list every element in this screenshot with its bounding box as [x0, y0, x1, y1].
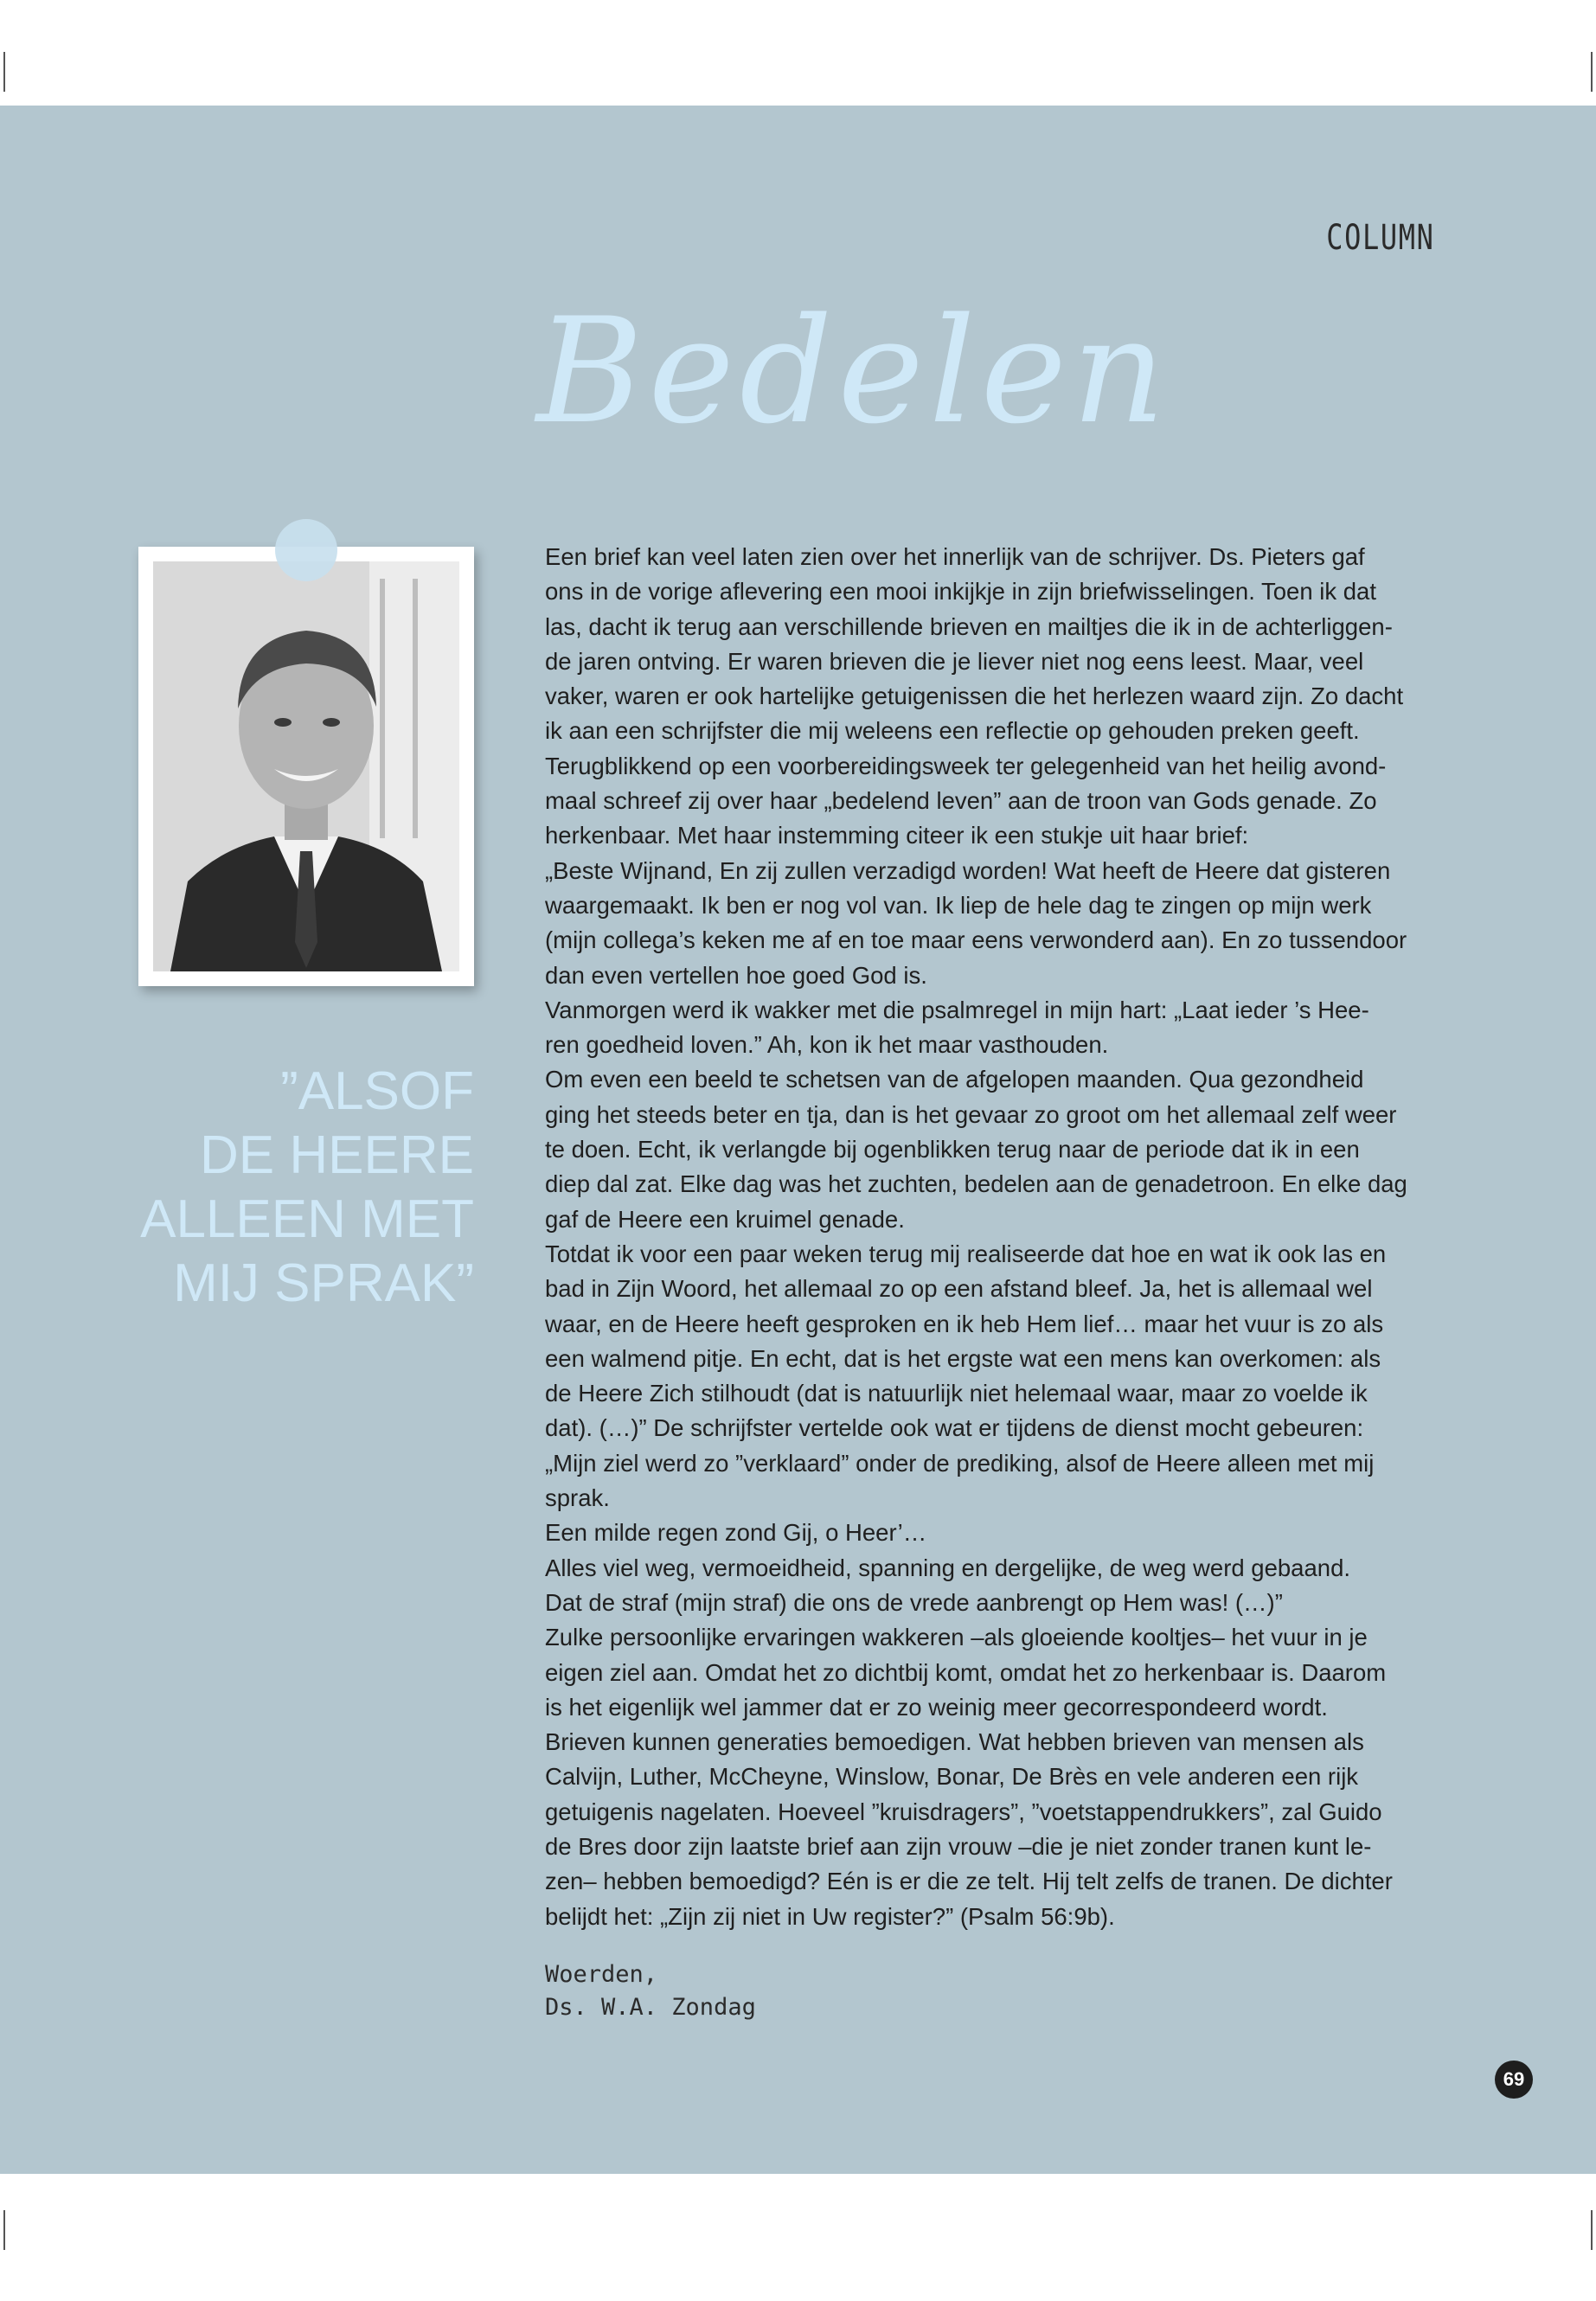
article-line: Een milde regen zond Gij, o Heer’…: [545, 1519, 927, 1547]
page-number: 69: [1495, 2061, 1533, 2099]
pull-quote-line: DE HEERE: [200, 1125, 474, 1185]
article-line: waar, en de Heere heeft gesproken en ik heb Hem lief… maar het vuur is zo als: [545, 1310, 1384, 1337]
crop-mark: [3, 52, 5, 92]
article-line: dan even vertellen hoe goed God is.: [545, 961, 927, 989]
section-label: COLUMN: [1325, 218, 1434, 258]
article-line: Brieven kunnen generaties bemoedigen. Wat hebben brieven van mensen als: [545, 1728, 1364, 1756]
article-line: sprak.: [545, 1484, 610, 1512]
crop-mark: [1591, 2210, 1593, 2250]
article-line: Zulke persoonlijke ervaringen wakkeren –als gloeiende kooltjes– het vuur in je: [545, 1624, 1368, 1651]
article-line: ons in de vorige aflevering een mooi inkijkje in zijn briefwisselingen. Toen ik dat: [545, 578, 1376, 606]
article-line: „Mijn ziel werd zo ”verklaard” onder de prediking, alsof de Heere alleen met mij: [545, 1449, 1375, 1477]
pull-quote-line: MIJ SPRAK”: [173, 1253, 474, 1313]
article-line: vaker, waren er ook hartelijke getuigenissen die het herlezen waard zijn. Zo dacht: [545, 683, 1404, 710]
pull-quote-line: ”ALSOF: [280, 1061, 474, 1121]
article-line: Vanmorgen werd ik wakker met die psalmregel in mijn hart: „Laat ieder ’s Hee-: [545, 996, 1369, 1023]
author-photo: [153, 561, 459, 971]
crop-mark: [3, 2210, 5, 2250]
signoff: [545, 1958, 756, 2024]
article-line: belijdt het: „Zijn zij niet in Uw register?” (Psalm 56:9b).: [545, 1902, 1115, 1930]
article-line: waargemaakt. Ik ben er nog vol van. Ik liep de hele dag te zingen op mijn werk: [545, 891, 1372, 919]
article-line: dat). (…)” De schrijfster vertelde ook wat er tijdens de dienst mocht gebeuren:: [545, 1414, 1364, 1442]
article-line: is het eigenlijk wel jammer dat er zo weinig meer gecorrespondeerd wordt.: [545, 1693, 1328, 1721]
author-photo-frame: [138, 547, 474, 986]
article-line: zen– hebben bemoedigd? Eén is er die ze telt. Hij telt zelfs de tranen. De dichter: [545, 1868, 1393, 1895]
article-line: gaf de Heere een kruimel genade.: [545, 1205, 905, 1233]
article-line: ging het steeds beter en tja, dan is het gevaar zo groot om het allemaal zelf weer: [545, 1100, 1397, 1128]
article-title: Bedelen: [536, 286, 1171, 456]
article-line: Een brief kan veel laten zien over het innerlijk van de schrijver. Ds. Pieters gaf: [545, 543, 1365, 570]
article-line: diep dal zat. Elke dag was het zuchten, bedelen aan de genadetroon. En elke dag: [545, 1170, 1407, 1198]
article-line: Terugblikkend op een voorbereidingsweek ter gelegenheid van het heilig avond-: [545, 752, 1387, 779]
crop-mark: [1591, 52, 1593, 92]
article-line: getuigenis nagelaten. Hoeveel ”kruisdragers”, ”voetstappendrukkers”, zal Guido: [545, 1798, 1382, 1825]
article-line: ik aan een schrijfster die mij weleens een reflectie op gehouden preken geeft.: [545, 717, 1360, 745]
article-line: Totdat ik voor een paar weken terug mij realiseerde dat hoe en wat ik ook las en: [545, 1240, 1387, 1267]
article-line: ren goedheid loven.” Ah, kon ik het maar vasthouden.: [545, 1031, 1109, 1059]
article-line: Om even een beeld te schetsen van de afgelopen maanden. Qua gezondheid: [545, 1066, 1364, 1093]
person-portrait-icon: [153, 561, 459, 971]
article-body: [545, 540, 1438, 1934]
article-line: „Beste Wijnand, En zij zullen verzadigd worden! Wat heeft de Heere dat gisteren: [545, 856, 1391, 884]
article-line: (mijn collega’s keken me af en toe maar eens verwonderd aan). En zo tussendoor: [545, 926, 1407, 954]
pull-quote: [104, 1060, 474, 1316]
article-line: te doen. Echt, ik verlangde bij ogenblikken terug naar de periode dat ik in een: [545, 1136, 1360, 1163]
pull-quote-line: ALLEEN MET: [140, 1189, 474, 1249]
article-line: bad in Zijn Woord, het allemaal zo op een afstand bleef. Ja, het is allemaal wel: [545, 1275, 1373, 1303]
article-line: las, dacht ik terug aan verschillende brieven en mailtjes die ik in de achterliggen-: [545, 612, 1393, 640]
article-line: Calvijn, Luther, McCheyne, Winslow, Bonar, De Brès en vele anderen een rijk: [545, 1763, 1359, 1791]
article-line: een walmend pitje. En echt, dat is het ergste wat een mens kan overkomen: als: [545, 1344, 1381, 1372]
article-line: herkenbaar. Met haar instemming citeer ik een stukje uit haar brief:: [545, 822, 1249, 849]
photo-pin-decoration: [275, 519, 337, 581]
article-line: Alles viel weg, vermoeidheid, spanning en dergelijke, de weg werd gebaand.: [545, 1554, 1350, 1581]
signoff-place: Woerden,: [545, 1961, 658, 1988]
article-line: de Bres door zijn laatste brief aan zijn vrouw –die je niet zonder tranen kunt le-: [545, 1832, 1372, 1860]
article-line: eigen ziel aan. Omdat het zo dichtbij komt, omdat het zo herkenbaar is. Daarom: [545, 1658, 1387, 1686]
signoff-author: Ds. W.A. Zondag: [545, 1994, 756, 2021]
article-line: maal schreef zij over haar „bedelend leven” aan de troon van Gods genade. Zo: [545, 787, 1377, 815]
article-line: Dat de straf (mijn straf) die ons de vrede aanbrengt op Hem was! (…)”: [545, 1588, 1283, 1616]
article-line: de Heere Zich stilhoudt (dat is natuurlijk niet helemaal waar, maar zo voelde ik: [545, 1380, 1368, 1407]
article-line: de jaren ontving. Er waren brieven die je liever niet nog eens leest. Maar, veel: [545, 647, 1364, 675]
